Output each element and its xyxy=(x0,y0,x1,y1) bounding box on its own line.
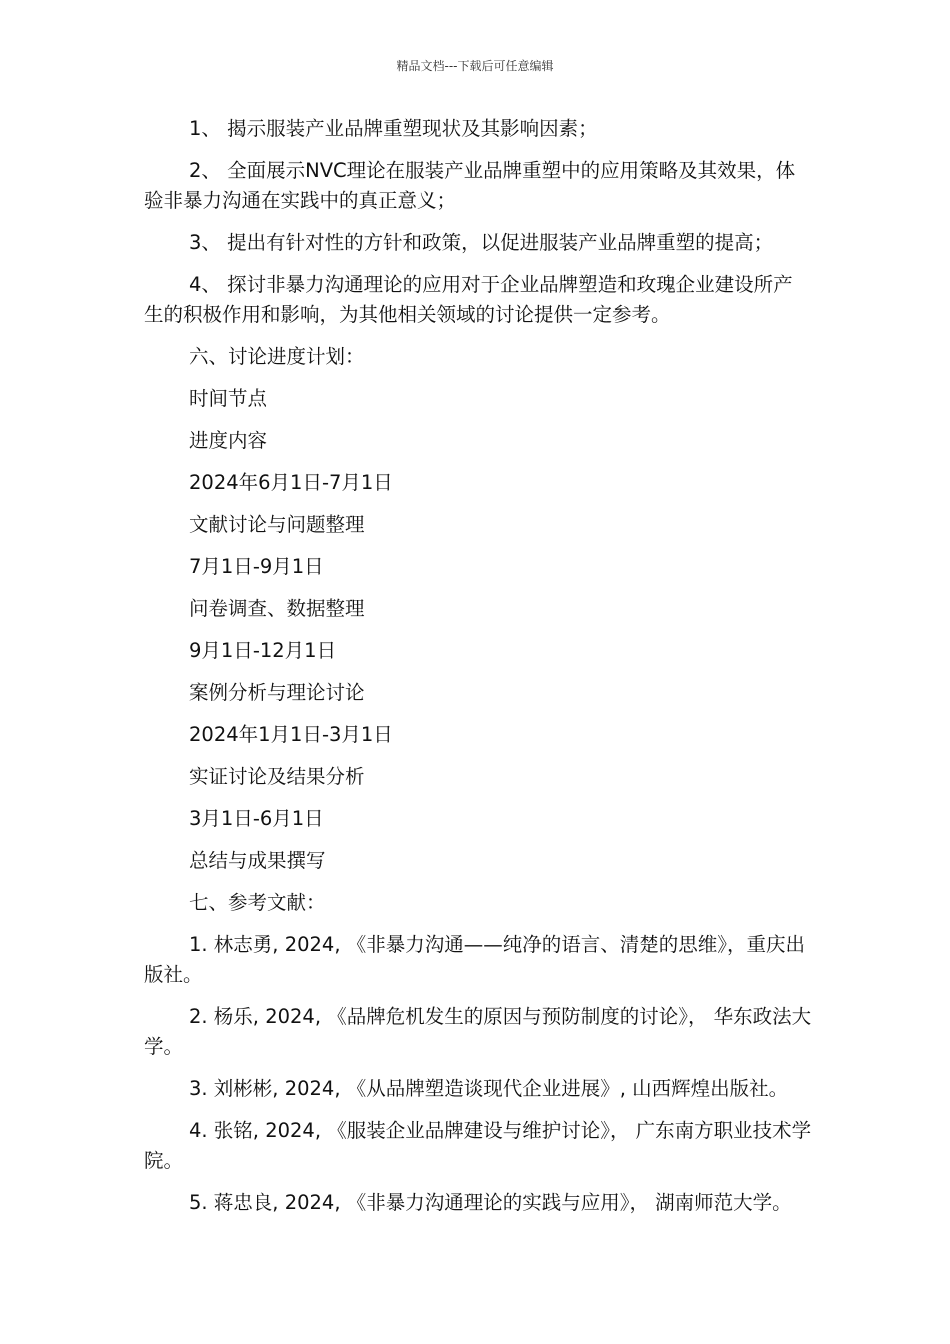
objective-item: 1、 揭示服装产业品牌重塑现状及其影响因素； xyxy=(189,117,598,140)
reference-item: 4. 张铭, 2024, 《服装企业品牌建设与维护讨论》， 广东南方职业技术学院。 xyxy=(144,1119,812,1172)
objective-item: 2、 全面展示NVC理论在服装产业品牌重塑中的应用策略及其效果，体验非暴力沟通在实践中的真正意义； xyxy=(144,159,796,212)
reference-item: 3. 刘彬彬, 2024, 《从品牌塑造谈现代企业进展》, 山西辉煌出版社。 xyxy=(189,1077,789,1100)
reference-item: 5. 蒋忠良, 2024, 《非暴力沟通理论的实践与应用》， 湖南师范大学。 xyxy=(189,1191,792,1214)
schedule-time: 9月1日-12月1日 xyxy=(189,639,337,662)
schedule-content: 实证讨论及结果分析 xyxy=(189,765,365,788)
reference-item: 1. 林志勇, 2024, 《非暴力沟通——纯净的语言、清楚的思维》，重庆出版社。 xyxy=(144,933,805,986)
schedule-time: 7月1日-9月1日 xyxy=(189,555,324,578)
reference-item: 2. 杨乐, 2024, 《品牌危机发生的原因与预防制度的讨论》， 华东政法大学。 xyxy=(144,1005,812,1058)
schedule-heading: 六、讨论进度计划： xyxy=(189,345,365,368)
objective-item: 3、 提出有针对性的方针和政策，以促进服装产业品牌重塑的提高； xyxy=(189,231,774,254)
schedule-content: 总结与成果撰写 xyxy=(189,849,326,872)
schedule-time: 2024年6月1日-7月1日 xyxy=(189,471,393,494)
document-body xyxy=(144,114,812,1230)
schedule-col-content: 进度内容 xyxy=(189,429,268,452)
schedule-time: 3月1日-6月1日 xyxy=(189,807,324,830)
schedule-col-time: 时间节点 xyxy=(189,387,268,410)
schedule-content: 案例分析与理论讨论 xyxy=(189,681,365,704)
references-heading: 七、参考文献： xyxy=(189,891,326,914)
page-header: 精品文档---下载后可任意编辑 xyxy=(396,59,554,73)
schedule-time: 2024年1月1日-3月1日 xyxy=(189,723,393,746)
schedule-content: 问卷调查、数据整理 xyxy=(189,597,365,620)
objective-item: 4、 探讨非暴力沟通理论的应用对于企业品牌塑造和玫瑰企业建设所产生的积极作用和影响，为其他相关领域的讨论提供一定参考。 xyxy=(144,273,793,326)
schedule-content: 文献讨论与问题整理 xyxy=(189,513,365,536)
